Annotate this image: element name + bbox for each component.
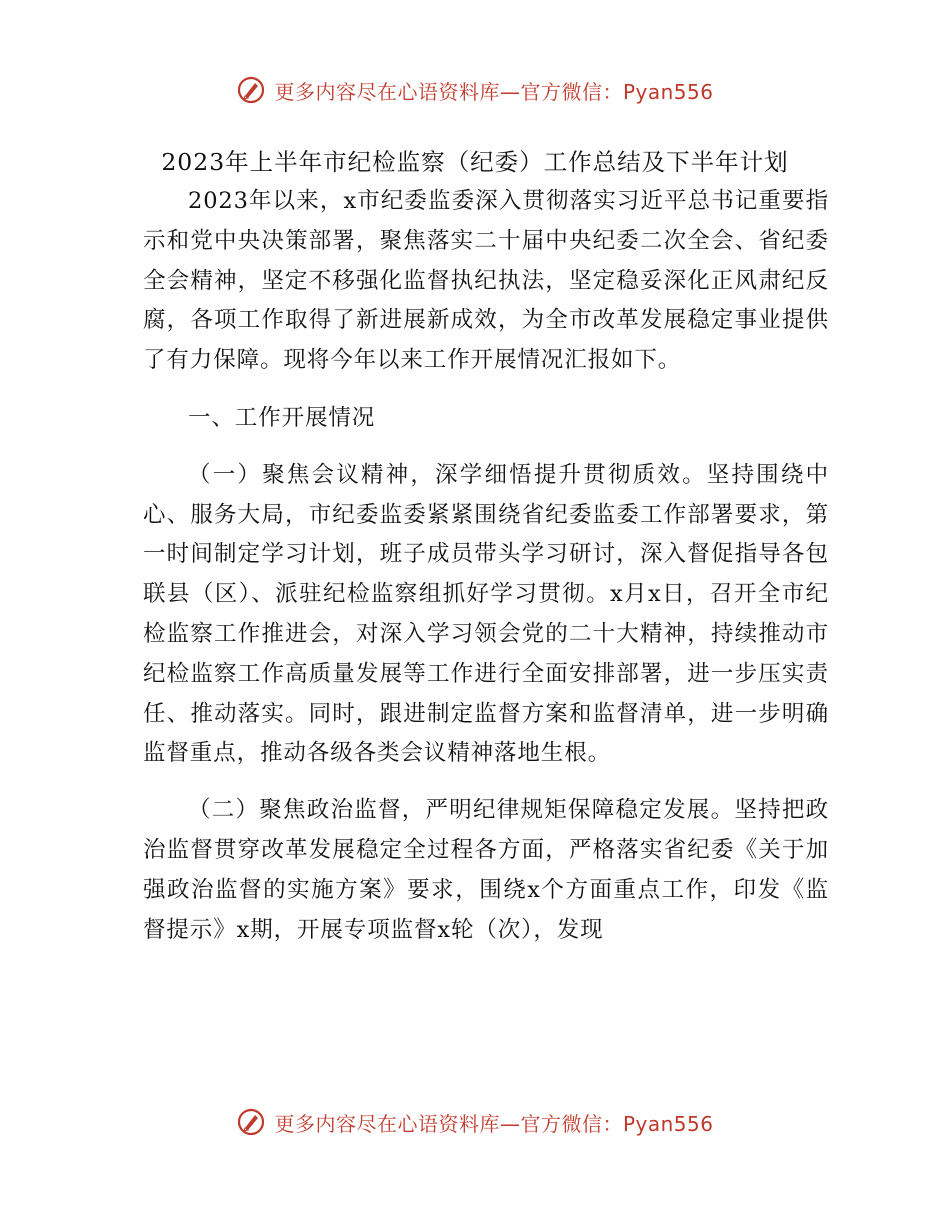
section-heading: 一、工作开展情况	[188, 404, 376, 431]
document-title: 2023年上半年市纪检监察（纪委）工作总结及下半年计划	[161, 148, 789, 176]
watermark-text: 更多内容尽在心语资料库—官方微信：Pyan556	[274, 79, 714, 104]
watermark-footer	[0, 1102, 950, 1142]
pen-logo-icon	[236, 75, 266, 105]
watermark-header	[0, 70, 950, 110]
intro-paragraph: 2023年以来，x市纪委监委深入贯彻落实习近平总书记重要指示和党中央决策部署，聚焦落实二十届中央纪委二次全会、省纪委全会精神，坚定不移强化监督执纪执法，坚定稳妥深化正风肃纪反腐，各项工作取得了新进展新成效，为全市改革发展稳定事业提供了有力保障。现将今年以来工作开展情况汇报如下。	[143, 188, 829, 374]
body-paragraph: （一）聚焦会议精神，深学细悟提升贯彻质效。坚持围绕中心、服务大局，市纪委监委紧紧围绕省纪委监委工作部署要求，第一时间制定学习计划，班子成员带头学习研讨，深入督促指导各包联县（区）、派驻纪检监察组抓好学习贯彻。x月x日，召开全市纪检监察工作推进会，对深入学习领会党的二十大精神，持续推动市纪检监察工作高质量发展等工作进行全面安排部署，进一步压实责任、推动落实。同时，跟进制定监督方案和监督清单，进一步明确监督重点，推动各级各类会议精神落地生根。	[143, 461, 829, 767]
pen-logo-icon	[236, 1107, 266, 1137]
watermark-text: 更多内容尽在心语资料库—官方微信：Pyan556	[274, 1111, 714, 1136]
body-paragraph: （二）聚焦政治监督，严明纪律规矩保障稳定发展。坚持把政治监督贯穿改革发展稳定全过程各方面，严格落实省纪委《关于加强政治监督的实施方案》要求，围绕x个方面重点工作，印发《监督提示》x期，开展专项监督x轮（次），发现	[143, 797, 829, 943]
document-body	[143, 182, 829, 950]
